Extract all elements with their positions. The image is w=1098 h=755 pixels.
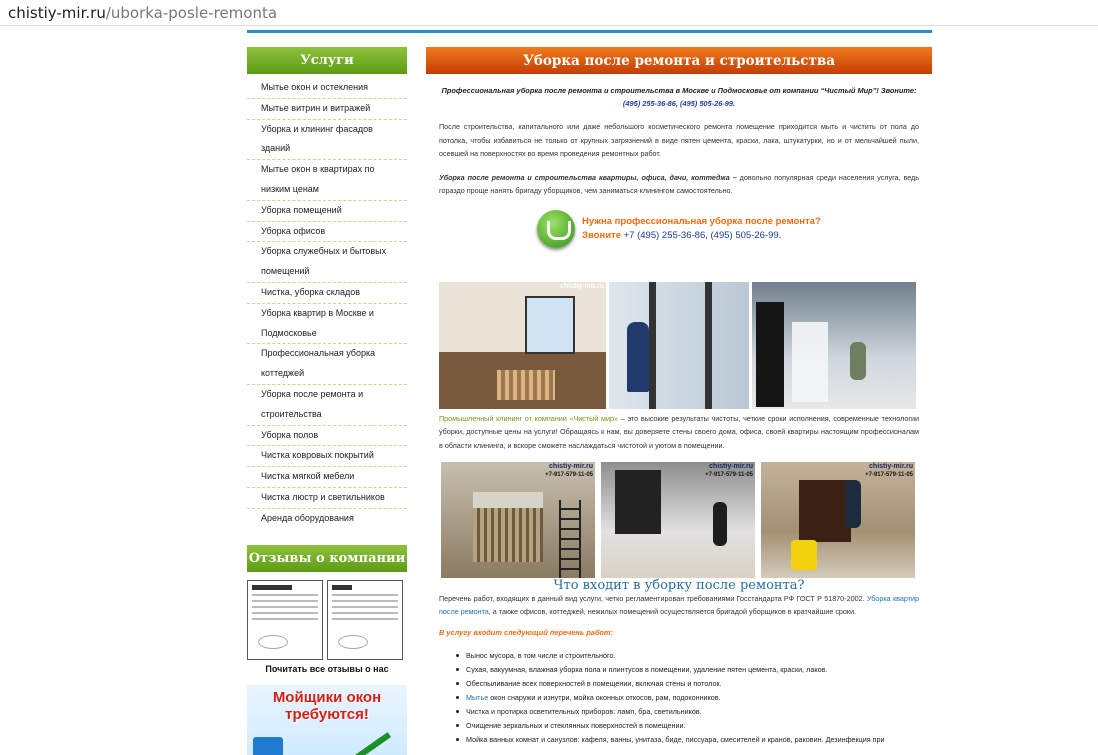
intro-phones[interactable]: (495) 255-36-86, (495) 505-26-99.	[622, 99, 736, 108]
photo-row-1	[439, 282, 919, 409]
menu-item-offices[interactable]: Уборка офисов	[247, 222, 407, 243]
menu-item-equipment-rent[interactable]: Аренда оборудования	[261, 512, 354, 523]
intro-main: Профессиональная уборка после ремонта и строительства в Москве и Подмосковье от компании “Чистый Мир”! Звоните:	[441, 86, 917, 95]
photo-construction-cleanup[interactable]	[752, 282, 916, 409]
section-heading: Что входит в уборку после ремонта?	[553, 578, 805, 593]
works-list-intro: В услугу входит следующий перечень работ:	[439, 628, 613, 637]
menu-item-service-rooms[interactable]: Уборка служебных и бытовых	[261, 246, 387, 257]
paragraph-3-green[interactable]: Промышленный клининг от компании «Чистый мир»	[439, 413, 618, 423]
menu-item-warehouses[interactable]: Чистка, уборка складов	[247, 283, 407, 304]
photo-floor-cleaning[interactable]	[601, 462, 755, 578]
photo-vacuum-cleaning[interactable]	[761, 462, 915, 578]
menu-item-after-repair-cont[interactable]: строительства	[247, 405, 407, 426]
photo-watermark: chistiy-mir.ru	[560, 282, 604, 290]
menu-item-facades-cont[interactable]: зданий	[247, 139, 407, 160]
list-item-text: окон снаружи и изнутри, мойка оконных откосов, рам, подоконников.	[490, 693, 721, 702]
paragraph-2	[439, 171, 919, 198]
call-phones[interactable]: +7 (495) 255-36-86, (495) 505-26-99.	[623, 229, 782, 241]
list-item: Сухая, вакуумная, влажная уборка пола и плинтусов в помещении, удаление пятен цемента, краски, лаков.	[454, 663, 919, 677]
main-content	[426, 47, 932, 747]
address-bar[interactable]	[0, 0, 1098, 26]
services-menu	[247, 74, 407, 533]
menu-item-service-rooms-cont[interactable]: помещений	[247, 262, 407, 283]
photo-watermark: chistiy-mir.ru +7-917-579-11-05	[865, 463, 913, 478]
paragraph-2-bold: Уборка после ремонта и строительства квартиры, офиса, дачи, коттеджа –	[439, 172, 737, 182]
photo-watermark: chistiy-mir.ru +7-917-579-11-05	[705, 463, 753, 478]
window-washing-link[interactable]: Мытье	[466, 693, 489, 702]
photo-concert-hall[interactable]	[441, 462, 595, 578]
paragraph-4-b: , а также офисов, коттеджей, нежилых помещений осуществляется бригадой уборщиков в кратчайшие сроки.	[488, 606, 857, 616]
list-item: Мойка ванных комнат и санузлов: кафеля, ванны, унитаза, биде, писсуара, смесителей и кранов, раковин. Дезинфекция при	[454, 733, 919, 747]
works-list	[439, 649, 919, 747]
menu-item-apartments[interactable]: Уборка квартир в Москве и	[261, 307, 374, 318]
paragraph-1: После строительства, капитального или даже небольшого косметического ремонта помещение приходится мыть и чистить от пола до потолка, чтобы избавиться не только от крупных загрязнений в виде пятен цемента, краски, лака, штукатурки, но и от мельчайшей пыли, осевшей на поверхностях во время проведения ремонтных работ.	[439, 122, 919, 158]
paragraph-4-a: Перечень работ, входящих в данный вид услуги, четко регламентирован требованиями Госстандарта РФ ГОСТ Р 51870-2002.	[439, 594, 867, 603]
review-letter-2[interactable]	[327, 580, 403, 660]
photo-window-cleaning[interactable]	[609, 282, 749, 409]
reviews-thumbnails	[247, 580, 407, 660]
list-item: Вынос мусора, в том числе и строительного.	[454, 649, 919, 663]
paragraph-3-rest: – это высокие результаты чистоты, четкие сроки исполнения, современные технологии уборки, доступные цены на услуги! Обращаясь к нам, вы доверяете стены своего дома, офиса, своей квартиры настоящим профессионалам в области клининга, и вскоре сможете наслаждаться чистотой и уютом в помещении.	[439, 413, 920, 450]
menu-item-premises[interactable]: Уборка помещений	[247, 201, 407, 222]
list-item: Обеспыливание всех поверхностей в помещении, включая стены и потолок.	[454, 677, 919, 691]
menu-item-floors[interactable]: Уборка полов	[247, 426, 407, 447]
services-header: Услуги	[247, 47, 407, 74]
apartments-after-repair-link[interactable]: Уборка квартир после ремонта	[439, 594, 919, 616]
call-question: Нужна профессиональная уборка после ремонта?	[582, 215, 821, 227]
photo-row-2	[441, 462, 919, 578]
menu-item-after-repair[interactable]: Уборка после ремонта и	[261, 388, 364, 399]
menu-item-facades[interactable]: Уборка и клининг фасадов	[261, 123, 373, 134]
photo-watermark: chistiy-mir.ru +7-917-579-11-05	[545, 463, 593, 478]
menu-item-upholstery[interactable]: Чистка мягкой мебели	[247, 467, 407, 488]
call-to-action	[537, 210, 919, 248]
paragraph-4	[439, 593, 919, 618]
banner-text: Мойщики окон требуются!	[272, 688, 382, 723]
review-letter-1[interactable]	[247, 580, 323, 660]
url-domain: chistiy-mir.ru	[8, 3, 106, 22]
window-washers-banner[interactable]	[247, 685, 407, 755]
menu-item-window-washing[interactable]: Мытье окон и остекления	[247, 78, 407, 99]
squeegee-icon	[355, 732, 391, 755]
all-reviews-link[interactable]: Почитать все отзывы о нас	[265, 663, 389, 674]
reviews-header: Отзывы о компании	[247, 545, 407, 572]
page-title: Уборка после ремонта и строительства	[426, 47, 932, 74]
url-path: /uborka-posle-remonta	[105, 3, 278, 22]
list-item: Очищение зеркальных и стеклянных поверхностей в помещении.	[454, 719, 919, 733]
intro-text	[439, 84, 919, 110]
list-item	[454, 691, 919, 705]
top-divider	[247, 30, 932, 33]
phone-icon[interactable]	[537, 210, 575, 248]
sidebar	[247, 47, 407, 755]
menu-item-chandeliers[interactable]: Чистка люстр и светильников	[247, 488, 407, 509]
bucket-icon	[253, 737, 283, 755]
menu-item-carpets[interactable]: Чистка ковровых покрытий	[247, 446, 407, 467]
call-action: Звоните	[582, 229, 621, 241]
menu-item-cottages-cont[interactable]: коттеджей	[247, 364, 407, 385]
paragraph-2-rest: довольно популярная среди населения услуга, ведь гораздо проще нанять бригаду уборщиков, чем заниматься клинингом самостоятельно.	[439, 172, 919, 195]
menu-item-apartments-cont[interactable]: Подмосковье	[247, 324, 407, 345]
menu-item-apartment-windows-cont[interactable]: низким ценам	[247, 180, 407, 201]
menu-item-cottages[interactable]: Профессиональная уборка	[261, 348, 376, 359]
photo-empty-room[interactable]	[439, 282, 606, 409]
menu-item-showcases[interactable]: Мытье витрин и витражей	[247, 99, 407, 120]
list-item: Чистка и протирка осветительных приборов: ламп, бра, светильников.	[454, 705, 919, 719]
paragraph-3	[439, 412, 919, 453]
menu-item-apartment-windows[interactable]: Мытье окон в квартирах по	[261, 164, 375, 175]
